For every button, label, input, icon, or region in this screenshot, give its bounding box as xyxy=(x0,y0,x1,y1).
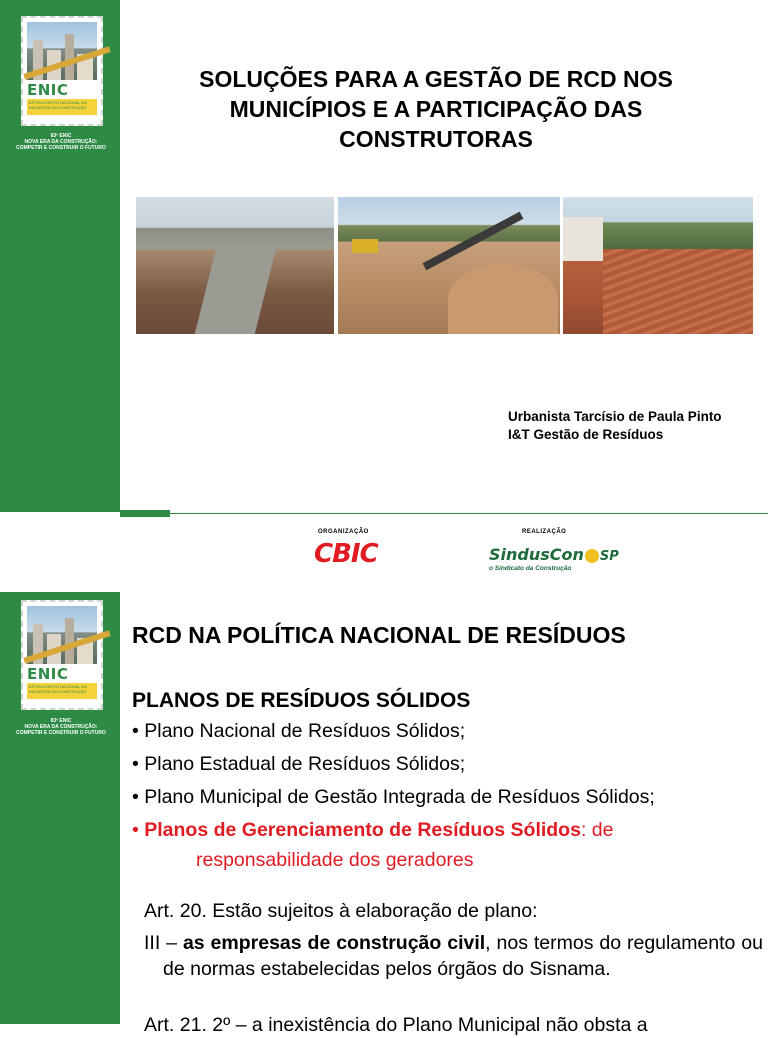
list-item-highlight: • Planos de Gerenciamento de Resíduos Sólidos: de xyxy=(132,819,614,841)
logo-city-image xyxy=(27,22,97,80)
list-item: • Plano Nacional de Resíduos Sólidos; xyxy=(132,720,466,742)
slide-1 xyxy=(0,0,768,512)
accent-bar xyxy=(120,510,170,517)
article-20: Art. 20. Estão sujeitos à elaboração de plano: xyxy=(144,900,538,922)
sinduscon-tagline: o Sindicato da Construção xyxy=(489,565,572,572)
article-21: Art. 21. 2º – a inexistência do Plano Municipal não obsta a xyxy=(144,1014,648,1036)
slide-2 xyxy=(0,592,768,1036)
list-item: • Plano Municipal de Gestão Integrada de Resíduos Sólidos; xyxy=(132,786,655,808)
article-20-item-iii: III – as empresas de construção civil, nos termos do regulamento ou de normas estabelecidas pelos órgãos do Sisnama. xyxy=(144,932,763,980)
plans-list xyxy=(132,719,655,851)
logo-title: ENIC xyxy=(27,665,69,683)
list-item: • Plano Estadual de Resíduos Sólidos; xyxy=(132,753,466,775)
logo-caption: 83º ENIC NOVA ERA DA CONSTRUÇÃO: COMPETIR E CONSTRUIR O FUTURO xyxy=(16,133,106,151)
construction-debris-roadside-photo xyxy=(136,197,334,334)
recycling-plant-conveyor-photo xyxy=(338,197,560,334)
cbic-logo: CBIC xyxy=(314,539,378,569)
enic-logo xyxy=(21,16,103,126)
slide-title: SOLUÇÕES PARA A GESTÃO DE RCD NOS MUNICÍPIOS E A PARTICIPAÇÃO DAS CONSTRUTORAS xyxy=(199,66,673,152)
list-item-continuation: responsabilidade dos geradores xyxy=(196,849,474,871)
footer-rule xyxy=(170,513,768,514)
section-heading: PLANOS DE RESÍDUOS SÓLIDOS xyxy=(132,689,471,712)
logo-title: ENIC xyxy=(27,81,69,99)
logo-city-image xyxy=(27,606,97,664)
recycled-aggregate-road-photo xyxy=(563,197,753,334)
realizacao-label: REALIZAÇÃO xyxy=(522,529,567,535)
presenter-credits xyxy=(508,408,722,444)
enic-logo xyxy=(21,600,103,710)
logo-caption: 83º ENIC NOVA ERA DA CONSTRUÇÃO: COMPETIR E CONSTRUIR O FUTURO xyxy=(16,718,106,736)
presenter-company: I&T Gestão de Resíduos xyxy=(508,427,664,442)
slide-title: RCD NA POLÍTICA NACIONAL DE RESÍDUOS xyxy=(132,622,626,648)
logo-band: 83º ENCONTRO NACIONAL DA INDÚSTRIA DA CONSTRUÇÃO xyxy=(27,99,97,115)
sinduscon-logo: SindusCon SP xyxy=(489,545,619,564)
organizacao-label: ORGANIZAÇÃO xyxy=(318,529,369,535)
sinduscon-badge-icon xyxy=(585,549,599,563)
logo-band: 83º ENCONTRO NACIONAL DA INDÚSTRIA DA CONSTRUÇÃO xyxy=(27,683,97,699)
presenter-name: Urbanista Tarcísio de Paula Pinto xyxy=(508,409,722,424)
